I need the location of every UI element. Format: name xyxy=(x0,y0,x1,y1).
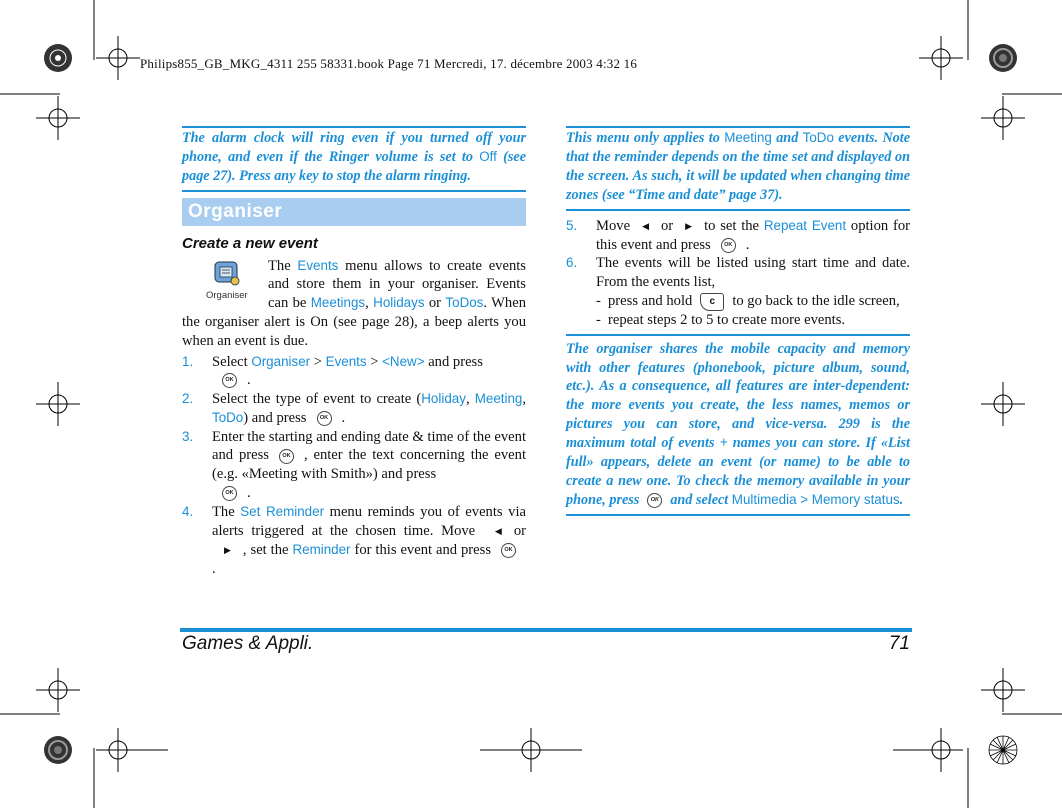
registration-target-left-upper xyxy=(36,96,80,140)
left-column xyxy=(182,126,526,579)
starburst-target-bottom-left xyxy=(44,736,72,764)
ok-key-icon: OK xyxy=(222,486,237,501)
starburst-target-top-right xyxy=(989,44,1017,72)
step-6: 6. The events will be listed using start time and date. From the events list, - press and hold c to go back to the idle screen, - repeat steps 2 to 5 to create more events. xyxy=(566,254,910,329)
right-column xyxy=(566,126,910,516)
ok-key-icon: OK xyxy=(222,373,237,388)
registration-target-bottom-center xyxy=(480,728,582,772)
capacity-note: The organiser shares the mobile capacity and memory with other features (phonebook, picture album, sound, etc.). As a consequence, all features are inter-dependent: the more events you create, the less names, memos or pictures you can store, and vice-versa. 299 is the maximum total of events + names you can store. If «List full» appears, delete an event (or name) to be able to create a new one. To check the memory available in your phone, press OK and select Multimedia > Memory status. xyxy=(566,340,910,508)
section-title-organiser: Organiser xyxy=(182,198,526,226)
step-6-dash-1: - press and hold c to go back to the idle screen, xyxy=(596,292,910,311)
step-1: 1. Select Organiser > Events > <New> and press OK . xyxy=(182,353,483,389)
subheading-create-event: Create a new event xyxy=(182,234,318,252)
menu-note: This menu only applies to Meeting and ToDo events. Note that the reminder depends on the time set and displayed on the screen. As such, it will be updated when changing time zones (see “Time and date” page 37). xyxy=(566,130,911,203)
ok-key-icon: OK xyxy=(279,449,294,464)
starburst-target-top-left xyxy=(44,44,72,72)
organiser-menu-icon: Organiser xyxy=(182,257,268,303)
step-4: 4. The Set Reminder menu reminds you of events via alerts triggered at the chosen time. Move ◀ or▶ , set the Reminder for this event and press OK. xyxy=(182,503,526,577)
right-arrow-key-icon: ▶ xyxy=(224,544,231,555)
registration-target-right-lower xyxy=(981,668,1025,712)
left-arrow-key-icon: ◀ xyxy=(494,525,502,536)
ok-key-icon: OK xyxy=(501,543,516,558)
registration-target-left-mid xyxy=(36,382,80,426)
ok-key-icon: OK xyxy=(721,238,736,253)
alarm-note: The alarm clock will ring even if you turned off your phone, and even if the Ringer volume is set to Off (see page 27). Press any key to stop the alarm ringing. xyxy=(182,130,526,184)
registration-target-right-upper xyxy=(981,96,1025,140)
registration-target-top-right xyxy=(919,36,963,80)
left-arrow-key-icon: ◀ xyxy=(642,220,649,231)
step-3: 3. Enter the starting and ending date & time of the event and press OK , enter the text concerning the event (e.g. «Meeting with Smith») and press OK . xyxy=(182,428,526,502)
right-arrow-key-icon: ▶ xyxy=(685,220,693,231)
footer-rule xyxy=(180,628,912,632)
ok-key-icon: OK xyxy=(647,493,662,508)
book-file-header: Philips855_GB_MKG_4311 255 58331.book Page 71 Mercredi, 17. décembre 2003 4:32 16 xyxy=(140,56,638,71)
intro-paragraph: Organiser The Events menu allows to create events and store them in your organiser. Events can be Meetings, Holidays or ToDos. When the organiser alert is On (see page 28), a beep alerts you when an event is due. xyxy=(182,257,526,349)
step-5: 5. Move ◀ or ▶ to set the Repeat Event option for this event and press OK . xyxy=(566,217,910,253)
step-2: 2. Select the type of event to create (Holiday, Meeting, ToDo) and press OK . xyxy=(182,391,527,426)
link-events: Events xyxy=(297,257,339,273)
registration-target-top-left xyxy=(96,36,140,80)
starburst-target-bottom-right xyxy=(989,736,1017,764)
registration-target-bottom-left xyxy=(96,728,140,772)
step-6-dash-2: - repeat steps 2 to 5 to create more events. xyxy=(596,311,910,330)
clear-key-icon: c xyxy=(700,293,724,311)
registration-target-bottom-right xyxy=(919,728,963,772)
registration-target-left-lower xyxy=(36,668,80,712)
registration-target-right-mid xyxy=(981,382,1025,426)
footer-section-name: Games & Appli. xyxy=(182,633,314,654)
ok-key-icon: OK xyxy=(317,411,332,426)
page-number: 71 xyxy=(888,633,910,654)
